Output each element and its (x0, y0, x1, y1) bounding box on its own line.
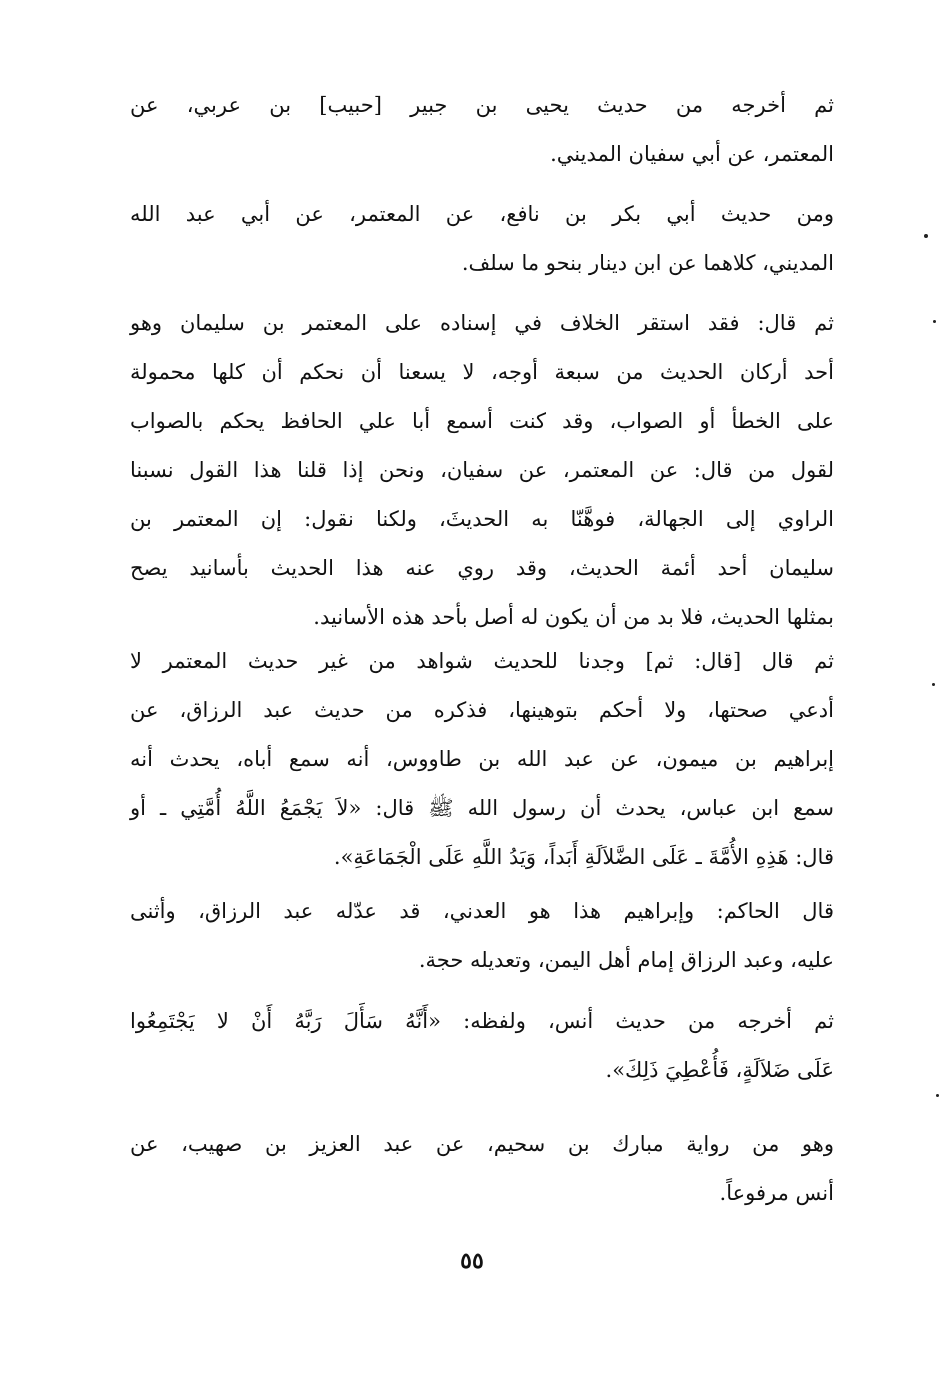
text-line: بمثلها الحديث، فلا بد من أن يكون له أصل بأحد هذه الأسانيد. (313, 605, 834, 629)
text-line: على الخطأ أو الصواب، وقد كنت أسمع أبا علي الحافظ يحكم بالصواب (130, 409, 834, 433)
paragraph-3 (130, 299, 834, 642)
text-line: عليه، وعبد الرزاق إمام أهل اليمن، وتعديله حجة. (418, 948, 834, 972)
text-line: ثم قال [قال: ثم] وجدنا للحديث شواهد من غير حديث المعتمر لا (130, 649, 834, 673)
text-line: أنس مرفوعاً. (719, 1181, 834, 1205)
paragraph-6 (130, 997, 834, 1095)
text-line: أدعي صحتها، ولا أحكم بتوهينها، فذكره من حديث عبد الرزاق، عن (130, 698, 834, 722)
scan-speck (936, 1094, 939, 1097)
text-line: ومن حديث أبي بكر بن نافع، عن المعتمر، عن أبي عبد الله (130, 202, 834, 226)
text-line: ثم أخرجه من حديث أنس، ولفظه: «أَنَّهُ سَأَلَ رَبَّهُ أَنْ لا يَجْتَمِعُوا (130, 1009, 834, 1033)
text-line: المديني، كلاهما عن ابن دينار بنحو ما سلف. (461, 251, 834, 275)
text-line: ثم قال: فقد استقر الخلاف في إسناده على المعتمر بن سليمان وهو (130, 311, 834, 335)
text-line: إبراهيم بن ميمون، عن عبد الله بن طاووس، أنه سمع أباه، يحدث أنه (130, 747, 834, 771)
text-line: سليمان أحد أئمة الحديث، وقد روي عنه هذا الحديث بأسانيد يصح (130, 556, 834, 580)
scan-speck (924, 234, 928, 238)
scan-speck (933, 320, 936, 323)
paragraph-1 (130, 81, 834, 179)
text-line: قال: هَذِهِ الأُمَّةَ ـ عَلَى الضَّلاَلَةِ أَبَداً، وَيَدُ اللَّهِ عَلَى الْجَمَاعَةِ». (333, 845, 834, 869)
text-line: المعتمر، عن أبي سفيان المديني. (550, 142, 834, 166)
paragraph-7 (130, 1120, 834, 1218)
scan-speck (932, 683, 935, 686)
text-line: لقول من قال: عن المعتمر، عن سفيان، ونحن إذا قلنا هذا القول نسبنا (130, 458, 834, 482)
text-line: الراوي إلى الجهالة، فوهَّنّا به الحديثَ، ولكنا نقول: إن المعتمر بن (130, 507, 834, 531)
paragraph-4 (130, 637, 834, 882)
text-line: سمع ابن عباس، يحدث أن رسول الله ﷺ قال: «لاَ يَجْمَعُ اللَّهُ أُمَّتِي ـ أو (130, 796, 834, 820)
paragraph-5 (130, 887, 834, 985)
text-line: عَلَى ضَلاَلَةٍ، فَأُعْطِيَ ذَلِكَ». (605, 1058, 834, 1082)
text-line: أحد أركان الحديث من سبعة أوجه، لا يسعنا أن نحكم أن كلها محمولة (130, 360, 834, 384)
paragraph-2 (130, 190, 834, 288)
text-line: ثم أخرجه من حديث يحيى بن جبير [حبيب] بن عربي، عن (130, 93, 834, 117)
text-line: وهو من رواية مبارك بن سحيم، عن عبد العزيز بن صهيب، عن (130, 1132, 834, 1156)
text-line: قال الحاكم: وإبراهيم هذا هو العدني، قد عدّله عبد الرزاق، وأثنى (130, 899, 834, 923)
page-number: ٥٥ (460, 1248, 484, 1274)
